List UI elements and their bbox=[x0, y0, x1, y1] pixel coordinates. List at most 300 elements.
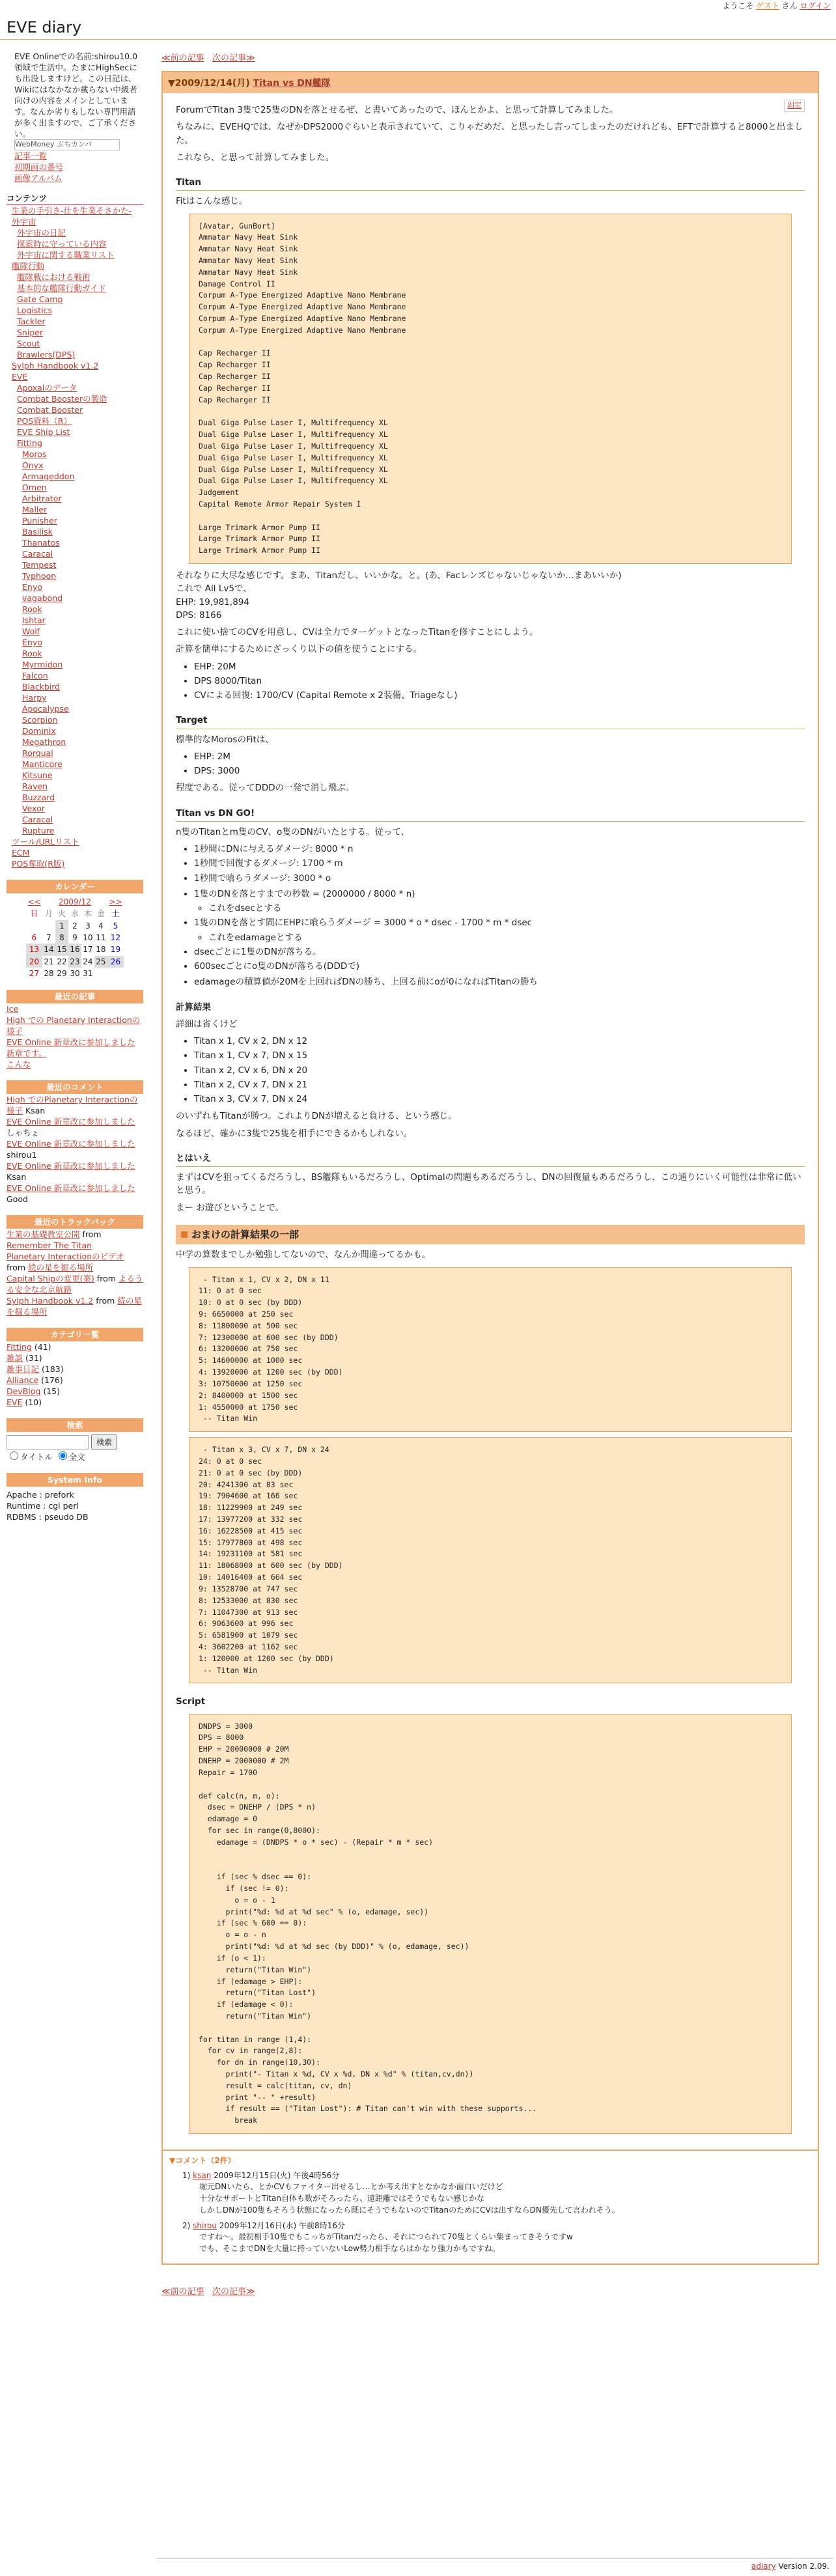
contents-link[interactable]: POS資料（R） bbox=[17, 416, 72, 426]
contents-link[interactable]: 外宇宙 bbox=[12, 217, 36, 227]
comment-body: 堀元DNいたら、とかCVもファイター出せるし…とか考え出すとなかなか面白いだけど 十分なサポートとTitan自体も数がそろったら、遠距離ではそうでもない感じかな しかしDNが100隻もそろう状態になったら既にそうでもないのでTitanのためにCVは出すならDN優先して言われそう。 bbox=[199, 2182, 620, 2215]
contents-link[interactable]: Ishtar bbox=[22, 615, 46, 625]
trackback-source[interactable]: 続の星を掘る場所 bbox=[7, 1296, 142, 1317]
category-list bbox=[7, 1341, 143, 1408]
calendar-day[interactable]: 21 bbox=[44, 957, 54, 966]
top-links bbox=[14, 150, 143, 184]
target-value-item: • DPS: 3000 bbox=[194, 764, 805, 777]
calendar-day-header: 土 bbox=[111, 909, 120, 919]
recent-comment-link[interactable]: EVE Online 新章改に参加しました bbox=[7, 1139, 135, 1149]
top-link-item bbox=[14, 173, 143, 184]
target-values bbox=[176, 750, 805, 778]
contents-link[interactable]: Megathron bbox=[22, 737, 66, 747]
trackback-source[interactable]: Remember The Titan bbox=[7, 1240, 92, 1251]
calendar-day[interactable]: 26 bbox=[107, 956, 124, 968]
sysinfo-list bbox=[7, 1489, 143, 1522]
recent-link[interactable]: EVE Online 新章改に参加しました bbox=[7, 1037, 135, 1048]
prev-entry-link[interactable]: ≪前の記事 bbox=[161, 53, 204, 63]
contents-item bbox=[7, 759, 143, 770]
contents-link[interactable]: Combat Booster bbox=[17, 405, 83, 415]
titan-value-item: • CVによる回復: 1700/CV (Capital Remote x 2装備、Triageなし) bbox=[194, 689, 805, 702]
contents-item bbox=[7, 327, 143, 338]
contents-link[interactable]: Manticore bbox=[22, 759, 63, 769]
contents-item bbox=[7, 504, 143, 515]
sysinfo-title: System Info bbox=[7, 1473, 143, 1487]
titan-value-item: • DPS 8000/Titan bbox=[194, 675, 805, 688]
recent-link[interactable]: こんな bbox=[7, 1059, 31, 1070]
calendar-day[interactable]: 5 bbox=[113, 921, 118, 931]
calendar-day[interactable]: 1 bbox=[55, 920, 68, 932]
top-link[interactable]: 初期画の番号 bbox=[14, 162, 64, 172]
contents-item bbox=[7, 593, 143, 604]
however-p2: まー お遊びということで。 bbox=[176, 1202, 285, 1213]
contents-link[interactable]: Basilisk bbox=[22, 527, 53, 537]
contents-link[interactable]: Onyx bbox=[22, 460, 44, 470]
contents-item bbox=[7, 227, 143, 238]
contents-item bbox=[7, 537, 143, 548]
contents-item bbox=[7, 360, 143, 371]
bottom-nav bbox=[161, 2284, 819, 2297]
category-item bbox=[7, 1386, 143, 1397]
contents-item bbox=[7, 294, 143, 305]
contents-link[interactable]: Falcon bbox=[22, 671, 48, 680]
contents-link[interactable]: Caracal bbox=[22, 815, 53, 824]
trackback-link[interactable]: Planetary Interactionのビデオ bbox=[7, 1252, 124, 1262]
welcome-suffix: さん bbox=[781, 1, 798, 10]
recent-comment-item bbox=[7, 1138, 143, 1160]
contents-link[interactable]: Scout bbox=[17, 339, 40, 348]
contents-link[interactable]: Raven bbox=[22, 781, 48, 791]
contents-item bbox=[7, 736, 143, 748]
contents-item bbox=[7, 238, 143, 249]
vs-item: • dsecごとに1隻のDNが落ちる。 bbox=[194, 945, 805, 959]
calendar-day bbox=[42, 920, 55, 932]
recent-item bbox=[7, 1059, 143, 1070]
contents-item bbox=[7, 205, 143, 216]
category-item bbox=[7, 1352, 143, 1364]
prev-entry-link-bottom[interactable]: ≪前の記事 bbox=[161, 2287, 204, 2297]
contents-link[interactable]: Rook bbox=[22, 649, 42, 658]
titan-stat-line: DPS: 8166 bbox=[176, 609, 222, 621]
calc-result-item: • Titan x 2, CV x 6, DN x 20 bbox=[194, 1064, 805, 1077]
calendar-day[interactable]: 28 bbox=[44, 968, 54, 978]
calc-result-item: • Titan x 3, CV x 7, DN x 24 bbox=[194, 1093, 805, 1106]
category-item bbox=[7, 1375, 143, 1386]
contents-item bbox=[7, 847, 143, 858]
contents-item bbox=[7, 626, 143, 637]
calendar-day[interactable]: 19 bbox=[110, 945, 121, 955]
calendar-day-header: 火 bbox=[57, 909, 66, 919]
comment bbox=[182, 2220, 811, 2254]
recent-comment-link[interactable]: EVE Online 新章改に参加しました bbox=[7, 1161, 135, 1171]
recent-comment-link[interactable]: EVE Online 新章改に参加しました bbox=[7, 1183, 135, 1194]
calc-p1: 詳細は省くけど bbox=[176, 1018, 238, 1029]
calc-result-item: • Titan x 1, CV x 2, DN x 12 bbox=[194, 1035, 805, 1048]
comment-date: 2009年12月16日(水) 午前8時16分 bbox=[219, 2221, 345, 2231]
top-link[interactable]: 画像アルバム bbox=[14, 173, 63, 183]
contents-link[interactable]: Rupture bbox=[22, 826, 55, 835]
welcome-text: ようこそ bbox=[722, 1, 754, 10]
contents-link[interactable]: Enyo bbox=[22, 637, 42, 647]
trackback-item: 生業の基礎教室公開 from Remember The Titan bbox=[7, 1229, 102, 1251]
calendar-day[interactable]: 17 bbox=[83, 945, 93, 955]
contents-link[interactable]: 艦隊戦における戦術 bbox=[17, 272, 91, 282]
contents-link[interactable]: EVE bbox=[12, 372, 28, 382]
top-link-item bbox=[14, 161, 143, 173]
calendar bbox=[26, 896, 124, 979]
calendar-day[interactable]: 7 bbox=[46, 932, 51, 942]
calendar-day[interactable]: 29 bbox=[57, 968, 67, 978]
vs-heading: Titan vs DN GO! bbox=[176, 807, 805, 822]
calendar-day[interactable]: 9 bbox=[72, 932, 77, 942]
contents-link[interactable]: Moros bbox=[22, 449, 47, 459]
calendar-day bbox=[107, 968, 124, 979]
calendar-next[interactable]: >> bbox=[109, 897, 122, 906]
category-link[interactable]: 雑談 bbox=[7, 1353, 23, 1364]
contents-item bbox=[7, 648, 143, 659]
comment-body: ですね～。最初相手10隻でもこっちがTitanだったら、それにつられて70隻とくらい集まってきそうですw でも、そこまでDNを大量に持っていないLow勢力相手ならはかなり強力かもですね。 bbox=[199, 2232, 573, 2254]
titan-stat-line: EHP: 19,981,894 bbox=[176, 596, 249, 608]
category-count: (41) bbox=[34, 1342, 51, 1352]
contents-link[interactable]: Combat Boosterの製造 bbox=[17, 394, 107, 404]
recent-comments-list bbox=[7, 1094, 143, 1205]
contents-item bbox=[7, 681, 143, 692]
category-link[interactable]: DevBlog bbox=[7, 1386, 41, 1397]
contents-link[interactable]: Caracal bbox=[22, 549, 53, 559]
radio-title[interactable] bbox=[10, 1451, 18, 1460]
comments-heading[interactable]: ▼コメント（2件） bbox=[169, 2156, 236, 2166]
trackback-link[interactable]: 生業の基礎教室公開 bbox=[7, 1229, 80, 1240]
category-item bbox=[7, 1397, 143, 1408]
contents-link[interactable]: 基本的な艦隊行動ガイド bbox=[17, 283, 107, 293]
contents-item bbox=[7, 249, 143, 260]
contents-item bbox=[7, 748, 143, 759]
contents-item bbox=[7, 438, 143, 449]
contents-item bbox=[7, 725, 143, 736]
webmoney-banner[interactable]: WebMoney ぷちカンパ bbox=[14, 139, 120, 150]
category-count: (183) bbox=[42, 1364, 64, 1375]
sidebar-intro: EVE Onlineでの名前:shirou10.0領域で生活中。たまにHighSecにも出没しますけど。この日記は、Wikiにはなかなか載らない中級者向けの内容をメインとしています。なんか劣りもしない専門用語が多く出ますので、ご了承ください。 bbox=[14, 51, 138, 139]
comment-author: Good bbox=[7, 1194, 28, 1205]
calendar-day[interactable]: 30 bbox=[70, 968, 80, 978]
recent-comment-item bbox=[7, 1160, 143, 1183]
contents-item bbox=[7, 615, 143, 626]
contents-link[interactable]: Omen bbox=[22, 483, 47, 492]
titan-p3: 計算を簡単にするためにざっくり以下の値を使うことにする。 bbox=[176, 644, 422, 655]
search-form bbox=[7, 1435, 143, 1463]
login-link[interactable]: ログイン bbox=[800, 1, 831, 10]
contents-link[interactable]: Buzzard bbox=[22, 792, 55, 802]
category-link[interactable]: Alliance bbox=[7, 1375, 39, 1386]
titan-stat-line: それなりに大尽な感じです。まあ、Titanだし、いいかな。と。(あ、Facレンズじゃないじゃないか…まあいいか) bbox=[176, 570, 622, 581]
contents-item bbox=[7, 548, 143, 559]
recent-link[interactable]: 新章です。 bbox=[7, 1048, 47, 1059]
contents-link[interactable]: Sylph Handbook v1.2 bbox=[12, 361, 99, 371]
titan-stat-line: これで All Lv5で、 bbox=[176, 583, 252, 595]
comment-author: しゃちょ bbox=[7, 1128, 40, 1138]
contents-item bbox=[7, 670, 143, 681]
calendar-day[interactable]: 16 bbox=[68, 944, 81, 955]
recent-item bbox=[7, 1037, 143, 1048]
bonus-result-2: - Titan x 3, CV x 7, DN x 24 24: 0 at 0 sec 21: 0 at 0 sec (by DDD) 20: 4241300 at 83 sec 19: 7904600 at 166 sec 18: 11229900 at 249 sec 17: 13977200 at 332 sec 16: 16228500 at 415 sec 15: 17977800 at 498 sec 14: 19231100 at 581 sec 11: 18068000 at 600 sec (by DDD) 10: 14016400 at 664 sec 9: 13528700 at 747 sec 8: 12533000 at 830 sec 7: 11047300 at 913 sec 6: 9063600 at 996 sec 5: 6581900 at 1079 sec 4: 3602200 at 1162 sec 1: 120000 at 1200 sec (by DDD) -- Titan Win bbox=[189, 1437, 792, 1683]
trackback-link[interactable]: Sylph Handbook v1.2 bbox=[7, 1296, 94, 1306]
contents-item bbox=[7, 703, 143, 714]
recent-link[interactable]: High での Planetary Interactionの様子 bbox=[7, 1015, 141, 1037]
contents-link[interactable]: Tackler bbox=[17, 316, 46, 326]
calendar-day[interactable]: 12 bbox=[110, 932, 121, 942]
calendar-day[interactable]: 2 bbox=[72, 921, 77, 931]
bonus-heading bbox=[176, 1225, 805, 1245]
contents-link[interactable]: Arbitrator bbox=[22, 494, 62, 503]
site-title[interactable]: EVE diary bbox=[7, 18, 82, 36]
top-link-item bbox=[14, 150, 143, 161]
contents-link[interactable]: 艦隊行動 bbox=[12, 261, 45, 271]
guest-link[interactable]: ゲスト bbox=[756, 1, 779, 10]
trackback-link[interactable]: Capital Shipの変更(案) bbox=[7, 1274, 94, 1284]
calendar-month[interactable]: 2009/12 bbox=[59, 897, 91, 906]
vs-subitem: ◦ これをdsecとする bbox=[208, 902, 805, 915]
recent-item bbox=[7, 1003, 143, 1015]
contents-link[interactable]: Typhoon bbox=[22, 571, 57, 581]
contents-link[interactable]: Armageddon bbox=[22, 471, 75, 481]
recent-title: 最近の記事 bbox=[7, 990, 143, 1003]
contents-link[interactable]: Harpy bbox=[22, 693, 47, 703]
search-input[interactable] bbox=[7, 1435, 89, 1449]
titan-heading: Titan bbox=[176, 176, 805, 191]
contents-item bbox=[7, 260, 143, 272]
contents-link[interactable]: 外宇宙に関する職業リスト bbox=[17, 250, 115, 260]
vs-item: • edamageの積算値が20Mを上回ればDNの勝ち、上回る前にoが0になればTitanの勝ち bbox=[194, 975, 805, 988]
calendar-day-header: 日 bbox=[30, 909, 38, 919]
contents-item bbox=[7, 404, 143, 415]
recent-list bbox=[7, 1003, 143, 1070]
vs-subitem: ◦ これをedamageとする bbox=[208, 931, 805, 944]
contents-link[interactable]: Logistics bbox=[17, 305, 53, 315]
calendar-day-header: 水 bbox=[70, 909, 79, 919]
calc-heading: 計算結果 bbox=[176, 1001, 211, 1013]
category-link[interactable]: EVE bbox=[7, 1397, 23, 1408]
contents-item bbox=[7, 659, 143, 670]
contents-link[interactable]: ツール/URLリスト bbox=[12, 837, 79, 847]
contents-link[interactable]: POS奪取(R版) bbox=[12, 859, 65, 869]
trackback-item: Sylph Handbook v1.2 from 続の星を掘る場所 bbox=[7, 1296, 142, 1317]
contents-item bbox=[7, 714, 143, 725]
contents-link[interactable]: Fitting bbox=[17, 438, 42, 448]
vs-item: 1隻のDNを落とすまでの秒数 = (2000000 / 8000 * n) bbox=[194, 888, 415, 899]
calendar-day[interactable]: 8 bbox=[55, 932, 68, 944]
title-divider bbox=[0, 39, 836, 40]
entry bbox=[161, 71, 819, 2151]
comment-author: shirou1 bbox=[7, 1150, 37, 1160]
intro-p3: これなら、と思って計算してみました。 bbox=[176, 152, 334, 163]
contents-link[interactable]: Gate Camp bbox=[17, 294, 63, 304]
recent-comment-link[interactable]: EVE Online 新章改に参加しました bbox=[7, 1117, 135, 1127]
recent-comment-item bbox=[7, 1094, 143, 1116]
calendar-day[interactable]: 25 bbox=[94, 956, 107, 968]
contents-link[interactable]: vagabond bbox=[22, 593, 63, 603]
trackback-item: Capital Shipの変更(案) from よるうる安全な北京航路 bbox=[7, 1274, 143, 1295]
contents-item bbox=[7, 814, 143, 825]
target-p2: 程度である。従ってDDDの一発で消し飛ぶ。 bbox=[176, 783, 355, 794]
contents-item bbox=[7, 581, 143, 593]
trackback-source[interactable]: 続の星を掘る場所 bbox=[28, 1263, 94, 1273]
calendar-day[interactable]: 14 bbox=[42, 944, 55, 955]
contents-item bbox=[7, 792, 143, 803]
calendar-title: カレンダー bbox=[7, 880, 143, 893]
contents-link[interactable]: 探索時に守っている内容 bbox=[17, 239, 107, 249]
calendar-day[interactable]: 18 bbox=[96, 945, 106, 955]
calendar-day[interactable]: 6 bbox=[31, 932, 37, 942]
top-bar bbox=[723, 0, 831, 12]
contents-link[interactable]: Maller bbox=[22, 505, 48, 514]
radio-all-label: 全文 bbox=[68, 1452, 85, 1463]
search-button[interactable]: 検索 bbox=[91, 1435, 117, 1449]
permalink-button[interactable]: 固定 bbox=[784, 100, 805, 112]
calendar-day[interactable]: 11 bbox=[96, 932, 106, 942]
category-count: (176) bbox=[41, 1375, 63, 1386]
calendar-day[interactable]: 27 bbox=[29, 968, 40, 978]
vs-item: • 1秒間で回復するダメージ: 1700 * m bbox=[194, 857, 805, 870]
contents-link[interactable]: Rorqual bbox=[22, 748, 53, 758]
comment-author-link[interactable]: shirou bbox=[193, 2221, 217, 2231]
contents-link[interactable]: Wolf bbox=[22, 626, 40, 636]
contents-item bbox=[7, 283, 143, 294]
category-link[interactable]: Fitting bbox=[7, 1342, 32, 1352]
contents-item bbox=[7, 858, 143, 869]
next-entry-link-bottom[interactable]: 次の記事≫ bbox=[212, 2287, 255, 2297]
contents-link[interactable]: Rook bbox=[22, 604, 42, 614]
footer-version: Version 2.09. bbox=[775, 2562, 829, 2571]
contents-item bbox=[7, 427, 143, 438]
recent-comment-item bbox=[7, 1183, 143, 1205]
vs-item: 1隻のDNを落とす間にEHPに喰らうダメージ = 3000 * o * dsec - 1700 * m * dsec bbox=[194, 917, 533, 929]
entry-header bbox=[163, 72, 818, 93]
recent-item bbox=[7, 1048, 143, 1059]
calendar-day[interactable]: 23 bbox=[68, 956, 81, 968]
trackback-source[interactable]: よるうる安全な北京航路 bbox=[7, 1274, 143, 1295]
radio-all[interactable] bbox=[59, 1451, 67, 1460]
contents-link[interactable]: Apoxalのデータ bbox=[17, 383, 77, 393]
search-title: 検索 bbox=[7, 1418, 143, 1432]
top-nav bbox=[161, 51, 819, 63]
calendar-day[interactable]: 24 bbox=[83, 957, 93, 966]
contents-link[interactable]: Myrmidon bbox=[22, 660, 63, 669]
trackback-title: 最近のトラックバック bbox=[7, 1215, 143, 1229]
calendar-day[interactable]: 20 bbox=[26, 956, 42, 968]
calc-result-item: • Titan x 1, CV x 7, DN x 15 bbox=[194, 1049, 805, 1062]
contents-link[interactable]: Kitsune bbox=[22, 770, 53, 780]
calendar-day[interactable]: 3 bbox=[85, 921, 91, 931]
contents-item bbox=[7, 604, 143, 615]
contents-link[interactable]: EVE Ship List bbox=[17, 427, 70, 437]
bonus-result-1: - Titan x 1, CV x 2, DN x 11 11: 0 at 0 sec 10: 0 at 0 sec (by DDD) 9: 6650000 at 250 sec 8: 11800000 at 500 sec 7: 12300000 at 600 sec (by DDD) 6: 13200000 at 750 sec 5: 14600000 at 1000 sec 4: 13920000 at 1200 sec (by DDD) 3: 10750000 at 1250 sec 2: 8400000 at 1500 sec 1: 4550000 at 1750 sec -- Titan Win bbox=[189, 1267, 792, 1433]
category-count: (10) bbox=[25, 1397, 42, 1408]
calendar-day[interactable]: 31 bbox=[83, 968, 93, 978]
calendar-day bbox=[26, 920, 42, 932]
calc-p2: のいずれもTitanが勝つ。これよりDNが増えると負ける、という感じ。 bbox=[176, 1111, 457, 1122]
comment-header bbox=[182, 2170, 811, 2181]
top-link[interactable]: 記事一覧 bbox=[14, 151, 48, 161]
adiary-link[interactable]: adiary bbox=[751, 2562, 776, 2571]
calendar-day[interactable]: 15 bbox=[55, 944, 68, 955]
contents-link[interactable]: Apocalypse bbox=[22, 704, 69, 714]
contents-link[interactable]: Enyo bbox=[22, 582, 42, 592]
contents-link[interactable]: Brawlers(DPS) bbox=[17, 350, 76, 359]
square-icon bbox=[181, 1231, 188, 1238]
contents-item bbox=[7, 305, 143, 316]
however-p1: まずはCVを狙ってくるだろうし、BS艦隊もいるだろうし、Optimalの問題もあるだろうし、DNの回復量もあるだろうし、この通りにいく可能性は非常に低いと思う。 bbox=[176, 1172, 801, 1196]
contents-link[interactable]: Dominix bbox=[22, 726, 56, 736]
contents-item bbox=[7, 338, 143, 349]
comment-author-link[interactable]: ksan bbox=[193, 2171, 212, 2181]
comment bbox=[182, 2170, 811, 2216]
target-p1: 標準的なMorosのFitは、 bbox=[176, 734, 274, 745]
however-heading: とはいえ bbox=[176, 1152, 805, 1167]
calendar-day[interactable]: 13 bbox=[26, 944, 42, 955]
contents-link[interactable]: Punisher bbox=[22, 516, 57, 525]
script-code: DNDPS = 3000 DPS = 8000 EHP = 20000000 # 20M DNEHP = 2000000 # 2M Repair = 1700 def calc(n, m, o): dsec = DNEHP / (DPS * n) edamage = 0 for sec in range(0,8000): edamage = (DNDPS * o * sec) - (Repair * m * sec) if (sec % dsec == 0): if (sec != 0): o = o - 1 print("%d: %d at %d sec" % (o, edamage, sec)) if (sec % 600 == 0): o = o - n print("%d: %d at %d sec (by DDD)" % (o, edamage, sec)) if (o < 1): return("Titan Win") if (edamage > EHP): return("Titan Lost") if (edamage < 0): return("Titan Win") for titan in range (1,4): for cv in range(2,8): for dn in range(10,30): print("- Titan x %d, CV x %d, DN x %d" % (titan,cv,dn)) result = calc(titan, cv, dn) print "-- " +result) if result == ("Titan Lost"): # Titan can't win with these supports... break bbox=[189, 1714, 792, 2134]
vs-item: • 1秒間にDNに与えるダメージ: 8000 * n bbox=[194, 843, 805, 856]
contents-item bbox=[7, 781, 143, 792]
entry-title[interactable]: Titan vs DN艦隊 bbox=[253, 78, 331, 89]
contents-link[interactable]: Thanatos bbox=[22, 538, 60, 548]
vs-list-3 bbox=[176, 975, 805, 988]
contents-item bbox=[7, 216, 143, 227]
contents-link[interactable]: Vexor bbox=[22, 804, 45, 813]
contents-link[interactable]: Sniper bbox=[17, 328, 44, 337]
titan-fit-text: Fitはこんな感じ。 bbox=[176, 196, 248, 207]
contents-link[interactable]: ECM bbox=[12, 848, 30, 858]
target-heading: Target bbox=[176, 714, 805, 729]
titan-value-item: • EHP: 20M bbox=[194, 660, 805, 673]
contents-item bbox=[7, 471, 143, 482]
contents-item bbox=[7, 559, 143, 570]
category-count: (31) bbox=[25, 1353, 42, 1364]
category-link[interactable]: 雑事日記 bbox=[7, 1364, 40, 1375]
recent-comment-link[interactable]: High でのPlanetary Interactionの様子 bbox=[7, 1095, 138, 1116]
contents-item bbox=[7, 770, 143, 781]
next-entry-link[interactable]: 次の記事≫ bbox=[212, 53, 255, 63]
titan-fit-code: [Avatar, GunBort] Ammatar Navy Heat Sink Ammatar Navy Heat Sink Ammatar Navy Heat Sink Ammatar Navy Heat Sink Damage Control II Corpum A-Type Energized Adaptive Nano Membrane Corpum A-Type Energized Adaptive Nano Membrane Corpum A-Type Energized Adaptive Nano Membrane Corpum A-Type Energized Adaptive Nano Membrane Cap Recharger II Cap Recharger II Cap Recharger II Cap Recharger II Cap Recharger II Dual Giga Pulse Laser I, Multifrequency XL Dual Giga Pulse Laser I, Multifrequency XL Dual Giga Pulse Laser I, Multifrequency XL Dual Giga Pulse Laser I, Multifrequency XL Dual Giga Pulse Laser I, Multifrequency XL Dual Giga Pulse Laser I, Multifrequency XL Judgement Capital Remote Armor Repair System I Large Trimark Armor Pump II Large Trimark Armor Pump II Large Trimark Armor Pump II bbox=[189, 214, 792, 565]
calendar-day[interactable]: 10 bbox=[83, 932, 93, 942]
recent-link[interactable]: Ice bbox=[7, 1004, 19, 1015]
calendar-prev[interactable]: << bbox=[27, 897, 41, 906]
vs-item: • 1秒間で喰らうダメージ: 3000 * o bbox=[194, 872, 805, 885]
comments-section bbox=[161, 2151, 819, 2265]
contents-link[interactable]: 外宇宙の日記 bbox=[17, 228, 66, 238]
contents-item bbox=[7, 836, 143, 847]
contents-link[interactable]: Tempest bbox=[22, 560, 57, 570]
calendar-day[interactable]: 22 bbox=[57, 957, 67, 966]
calc-results bbox=[176, 1035, 805, 1106]
comment-date: 2009年12月15日(火) 午後4時56分 bbox=[214, 2171, 340, 2181]
comment-number: 2) bbox=[182, 2221, 191, 2231]
contents-link[interactable]: Blackbird bbox=[22, 682, 61, 692]
calendar-day-header: 月 bbox=[44, 909, 53, 919]
contents-link[interactable]: Scorpion bbox=[22, 715, 58, 725]
calendar-day bbox=[94, 968, 107, 979]
contents-list bbox=[7, 205, 143, 869]
sysinfo-item: Runtime : cgi perl bbox=[7, 1501, 79, 1511]
contents-item bbox=[7, 526, 143, 537]
contents-link[interactable]: 生業の手引き-仕を生業そさかた- bbox=[12, 206, 132, 216]
bonus-heading-text: おまけの計算結果の一部 bbox=[191, 1228, 300, 1240]
contents-item bbox=[7, 493, 143, 504]
contents-item bbox=[7, 637, 143, 648]
sidebar bbox=[7, 51, 143, 1522]
calendar-day[interactable]: 4 bbox=[98, 921, 104, 931]
calc-result-item: • Titan x 2, CV x 7, DN x 21 bbox=[194, 1078, 805, 1091]
